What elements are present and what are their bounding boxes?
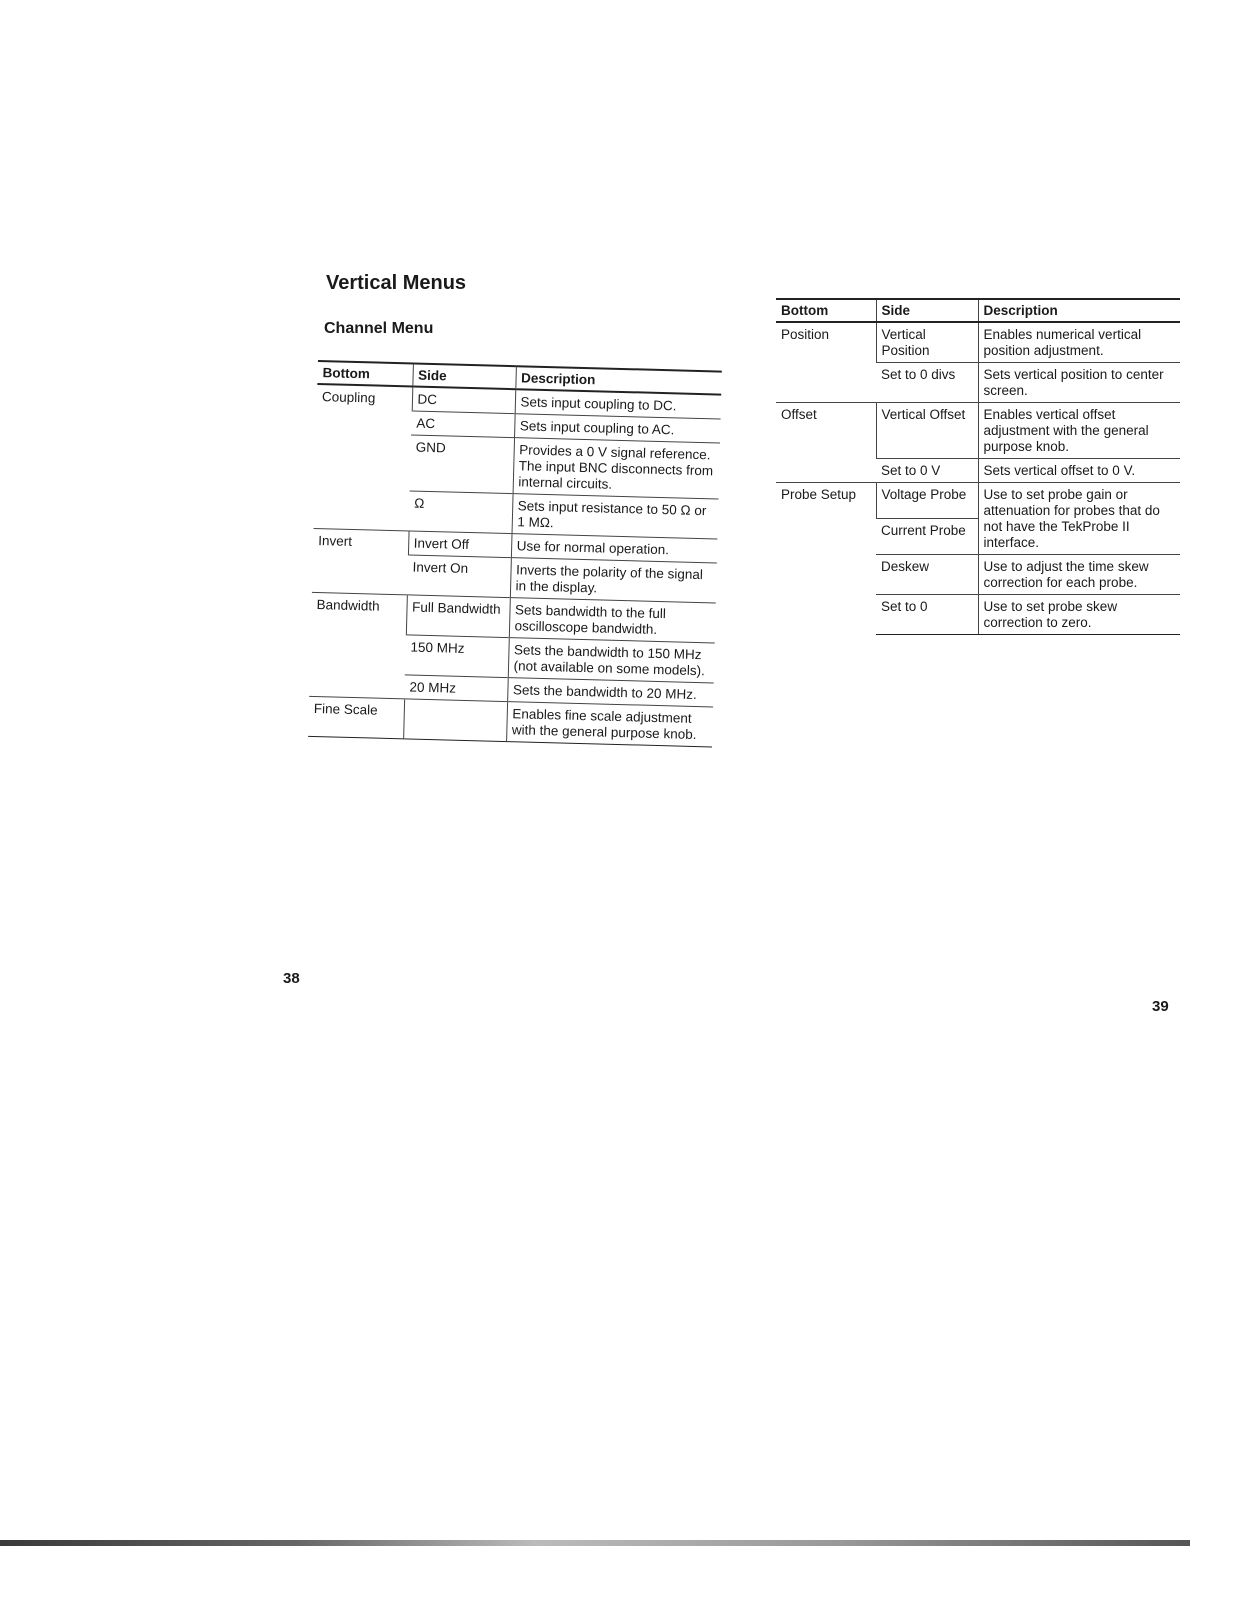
description-cell: Sets vertical offset to 0 V. [978,459,1180,483]
table-row [776,322,1180,363]
side-cell: Set to 0 [876,595,978,635]
description-cell: Inverts the polarity of the signal in the display. [510,558,717,603]
side-cell: Vertical Position [876,322,978,363]
table-header-row [776,299,1180,322]
description-cell: Sets the bandwidth to 20 MHz. [507,678,714,707]
description-cell: Use to adjust the time skew correction for each probe. [978,555,1180,595]
description-cell: Use to set probe gain or attenuation for probes that do not have the TekProbe II interface. [978,483,1180,555]
side-cell: Voltage Probe [876,483,978,519]
bottom-fine-scale: Fine Scale [308,696,404,738]
side-cell: 150 MHz [405,635,509,678]
description-cell: Sets the bandwidth to 150 MHz (not available on some models). [508,638,715,683]
bottom-invert: Invert [312,528,409,594]
side-cell: AC [411,411,515,438]
page-number-left: 38 [283,970,300,987]
bottom-coupling: Coupling [321,389,376,406]
side-cell: Ω [409,491,513,534]
side-cell: Invert Off [408,531,512,558]
column-header-bottom: Bottom [776,299,876,322]
description-cell: Provides a 0 V signal reference. The input BNC disconnects from internal circuits. [513,438,720,499]
side-cell: Full Bandwidth [406,595,510,638]
description-cell: Enables fine scale adjustment with the general purpose knob. [506,702,713,747]
side-cell: Set to 0 divs [876,363,978,403]
side-cell: Vertical Offset [876,403,978,459]
description-cell: Enables vertical offset adjustment with the general purpose knob. [978,403,1180,459]
table-row [776,483,1180,519]
side-cell [403,699,507,742]
page-title: Vertical Menus [326,272,467,294]
column-header-description: Description [978,299,1180,322]
description-cell: Sets input resistance to 50 Ω or 1 MΩ. [512,494,719,539]
column-header-bottom: Bottom [317,361,413,386]
side-cell: Invert On [407,555,511,598]
channel-menu-table [308,360,722,747]
section-title: Channel Menu [324,320,434,337]
side-cell: GND [410,435,514,494]
column-header-side: Side [876,299,978,322]
scan-edge-strip [0,1540,1190,1546]
description-cell: Sets bandwidth to the full oscilloscope bandwidth. [509,598,716,643]
description-cell: Use to set probe skew correction to zero. [978,595,1180,635]
column-header-description: Description [515,366,722,394]
description-cell: Sets vertical position to center screen. [978,363,1180,403]
table-row [776,403,1180,459]
description-cell: Use for normal operation. [511,534,718,563]
description-cell: Sets input coupling to DC. [515,389,722,419]
description-cell: Enables numerical vertical position adjustment. [978,322,1180,363]
bottom-bandwidth: Bandwidth [309,592,407,698]
bottom-offset: Offset [776,403,876,483]
column-header-side: Side [412,363,516,389]
side-cell: DC [412,386,516,413]
bottom-position: Position [781,327,830,342]
bottom-probe-setup: Probe Setup [776,483,876,635]
side-cell: 20 MHz [404,675,508,702]
side-cell: Current Probe [876,519,978,555]
vertical-menu-table-continued [776,298,1180,635]
page-number-right: 39 [1152,998,1169,1015]
side-cell: Deskew [876,555,978,595]
description-cell: Sets input coupling to AC. [514,414,721,443]
side-cell: Set to 0 V [876,459,978,483]
